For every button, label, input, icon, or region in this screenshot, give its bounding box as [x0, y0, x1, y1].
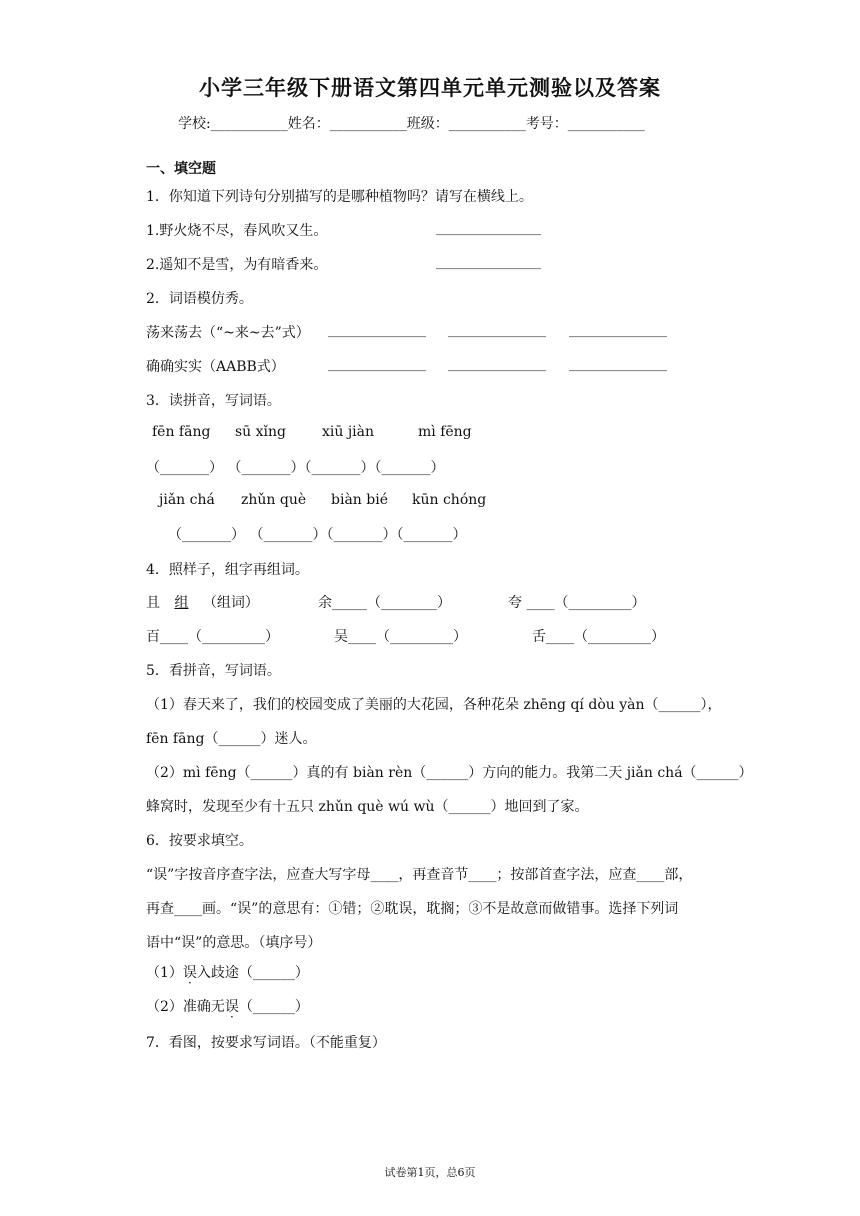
q1-line1: 1.野火烧不尽，春风吹又生。 [146, 223, 328, 239]
q1-blank2: _______________ [436, 254, 541, 270]
q3-blanks-row1: （_______） （_______）（_______）（_______） [146, 460, 445, 476]
q2-row1-label: 荡来荡去（“~来~去”式） [146, 325, 310, 341]
q4-example-char: 且 [146, 595, 160, 611]
q5-para2-line1: （2）mì fēng（______）真的有 biàn rèn（______）方向的能力。我第二天 jiǎn chá（______） [146, 765, 753, 781]
q4-item-3: 百____（_________） [146, 629, 279, 645]
section-heading: 一、填空题 [146, 161, 216, 177]
q2-row1-blank2: ______________ [448, 322, 546, 338]
q6-sub2-prefix: （2）准确无 [146, 999, 225, 1015]
q2-row2-blank1: ______________ [328, 356, 426, 372]
q1-stem: 1．你知道下列诗句分别描写的是哪种植物吗？请写在横线上。 [146, 189, 533, 205]
q2-row2-blank3: ______________ [569, 356, 667, 372]
q4-item-1: 余_____（________） [318, 595, 451, 611]
q2-row1-blank3: ______________ [569, 322, 667, 338]
q6-sub1-dotted-char: 误 [182, 965, 197, 981]
q3-blanks-row2: （_______） （_______）（_______）（_______） [168, 527, 467, 543]
q5-para1-line2: fēn fāng（______）迷人。 [146, 731, 317, 747]
q6-line1: “误”字按音序查字法，应查大写字母____，再查音节____；按部首查字法，应查____部， [146, 867, 693, 883]
q5-para2-line2: 蜂窝时，发现至少有十五只 zhǔn què wú wù（______）地回到了家。 [146, 799, 589, 815]
q3-pinyin-3: xiū jiàn [322, 424, 375, 440]
q6-sub2-dotted-char: 误 [224, 999, 239, 1015]
q6-sub1-prefix: （1） [146, 965, 183, 981]
student-info-line: 学校:___________姓名：___________班级：___________考号：___________ [178, 116, 645, 132]
q6-stem: 6．按要求填空。 [146, 833, 253, 849]
q4-stem: 4．照样子，组字再组词。 [146, 562, 309, 578]
q3-pinyin-1: fēn fāng [152, 424, 211, 440]
q7-stem: 7．看图，按要求写词语。（不能重复） [146, 1035, 386, 1051]
page-title: 小学三年级下册语文第四单元单元测验以及答案 [199, 76, 661, 100]
q3-stem: 3．读拼音，写词语。 [146, 393, 281, 409]
q1-line2: 2.遥知不是雪，为有暗香来。 [146, 257, 328, 273]
q3-pinyin-4: mì fēng [418, 424, 472, 440]
q2-row2-blank2: ______________ [448, 356, 546, 372]
q6-sub2 [146, 996, 309, 1016]
q6-sub1-rest: 入歧途（______） [196, 965, 309, 981]
q4-item-2: 夸 ____（_________） [508, 595, 646, 611]
q2-stem: 2．词语模仿秀。 [146, 291, 253, 307]
q1-blank1: _______________ [436, 220, 541, 236]
q4-example [146, 592, 259, 612]
q2-row2-label: 确确实实（AABB式） [146, 359, 285, 375]
q4-example-word: （组词） [202, 595, 259, 611]
q5-stem: 5．看拼音，写词语。 [146, 663, 281, 679]
q4-example-answer: 组 [174, 595, 189, 611]
q6-sub1 [146, 962, 309, 982]
q4-item-5: 舌____（_________） [532, 629, 665, 645]
q4-item-4: 吴____（_________） [334, 629, 467, 645]
page-footer: 试卷第1页，总6页 [384, 1166, 476, 1179]
q3-pinyin-6: zhǔn què [241, 492, 307, 508]
q2-row1-blank1: ______________ [328, 322, 426, 338]
q3-pinyin-2: sū xǐng [235, 424, 287, 440]
q5-para1-line1: （1）春天来了，我们的校园变成了美丽的大花园，各种花朵 zhēng qí dòu yàn（______）， [146, 697, 722, 713]
q6-sub2-rest: （______） [238, 999, 309, 1015]
q3-pinyin-5: jiǎn chá [159, 492, 215, 508]
q3-pinyin-8: kūn chóng [412, 492, 487, 508]
q6-line3: 语中“误”的意思。（填序号） [146, 935, 322, 951]
q3-pinyin-7: biàn bié [331, 492, 388, 508]
q6-line2: 再查____画。“误”的意思有：①错；②耽误，耽搁；③不是故意而做错事。选择下列词 [146, 901, 679, 917]
